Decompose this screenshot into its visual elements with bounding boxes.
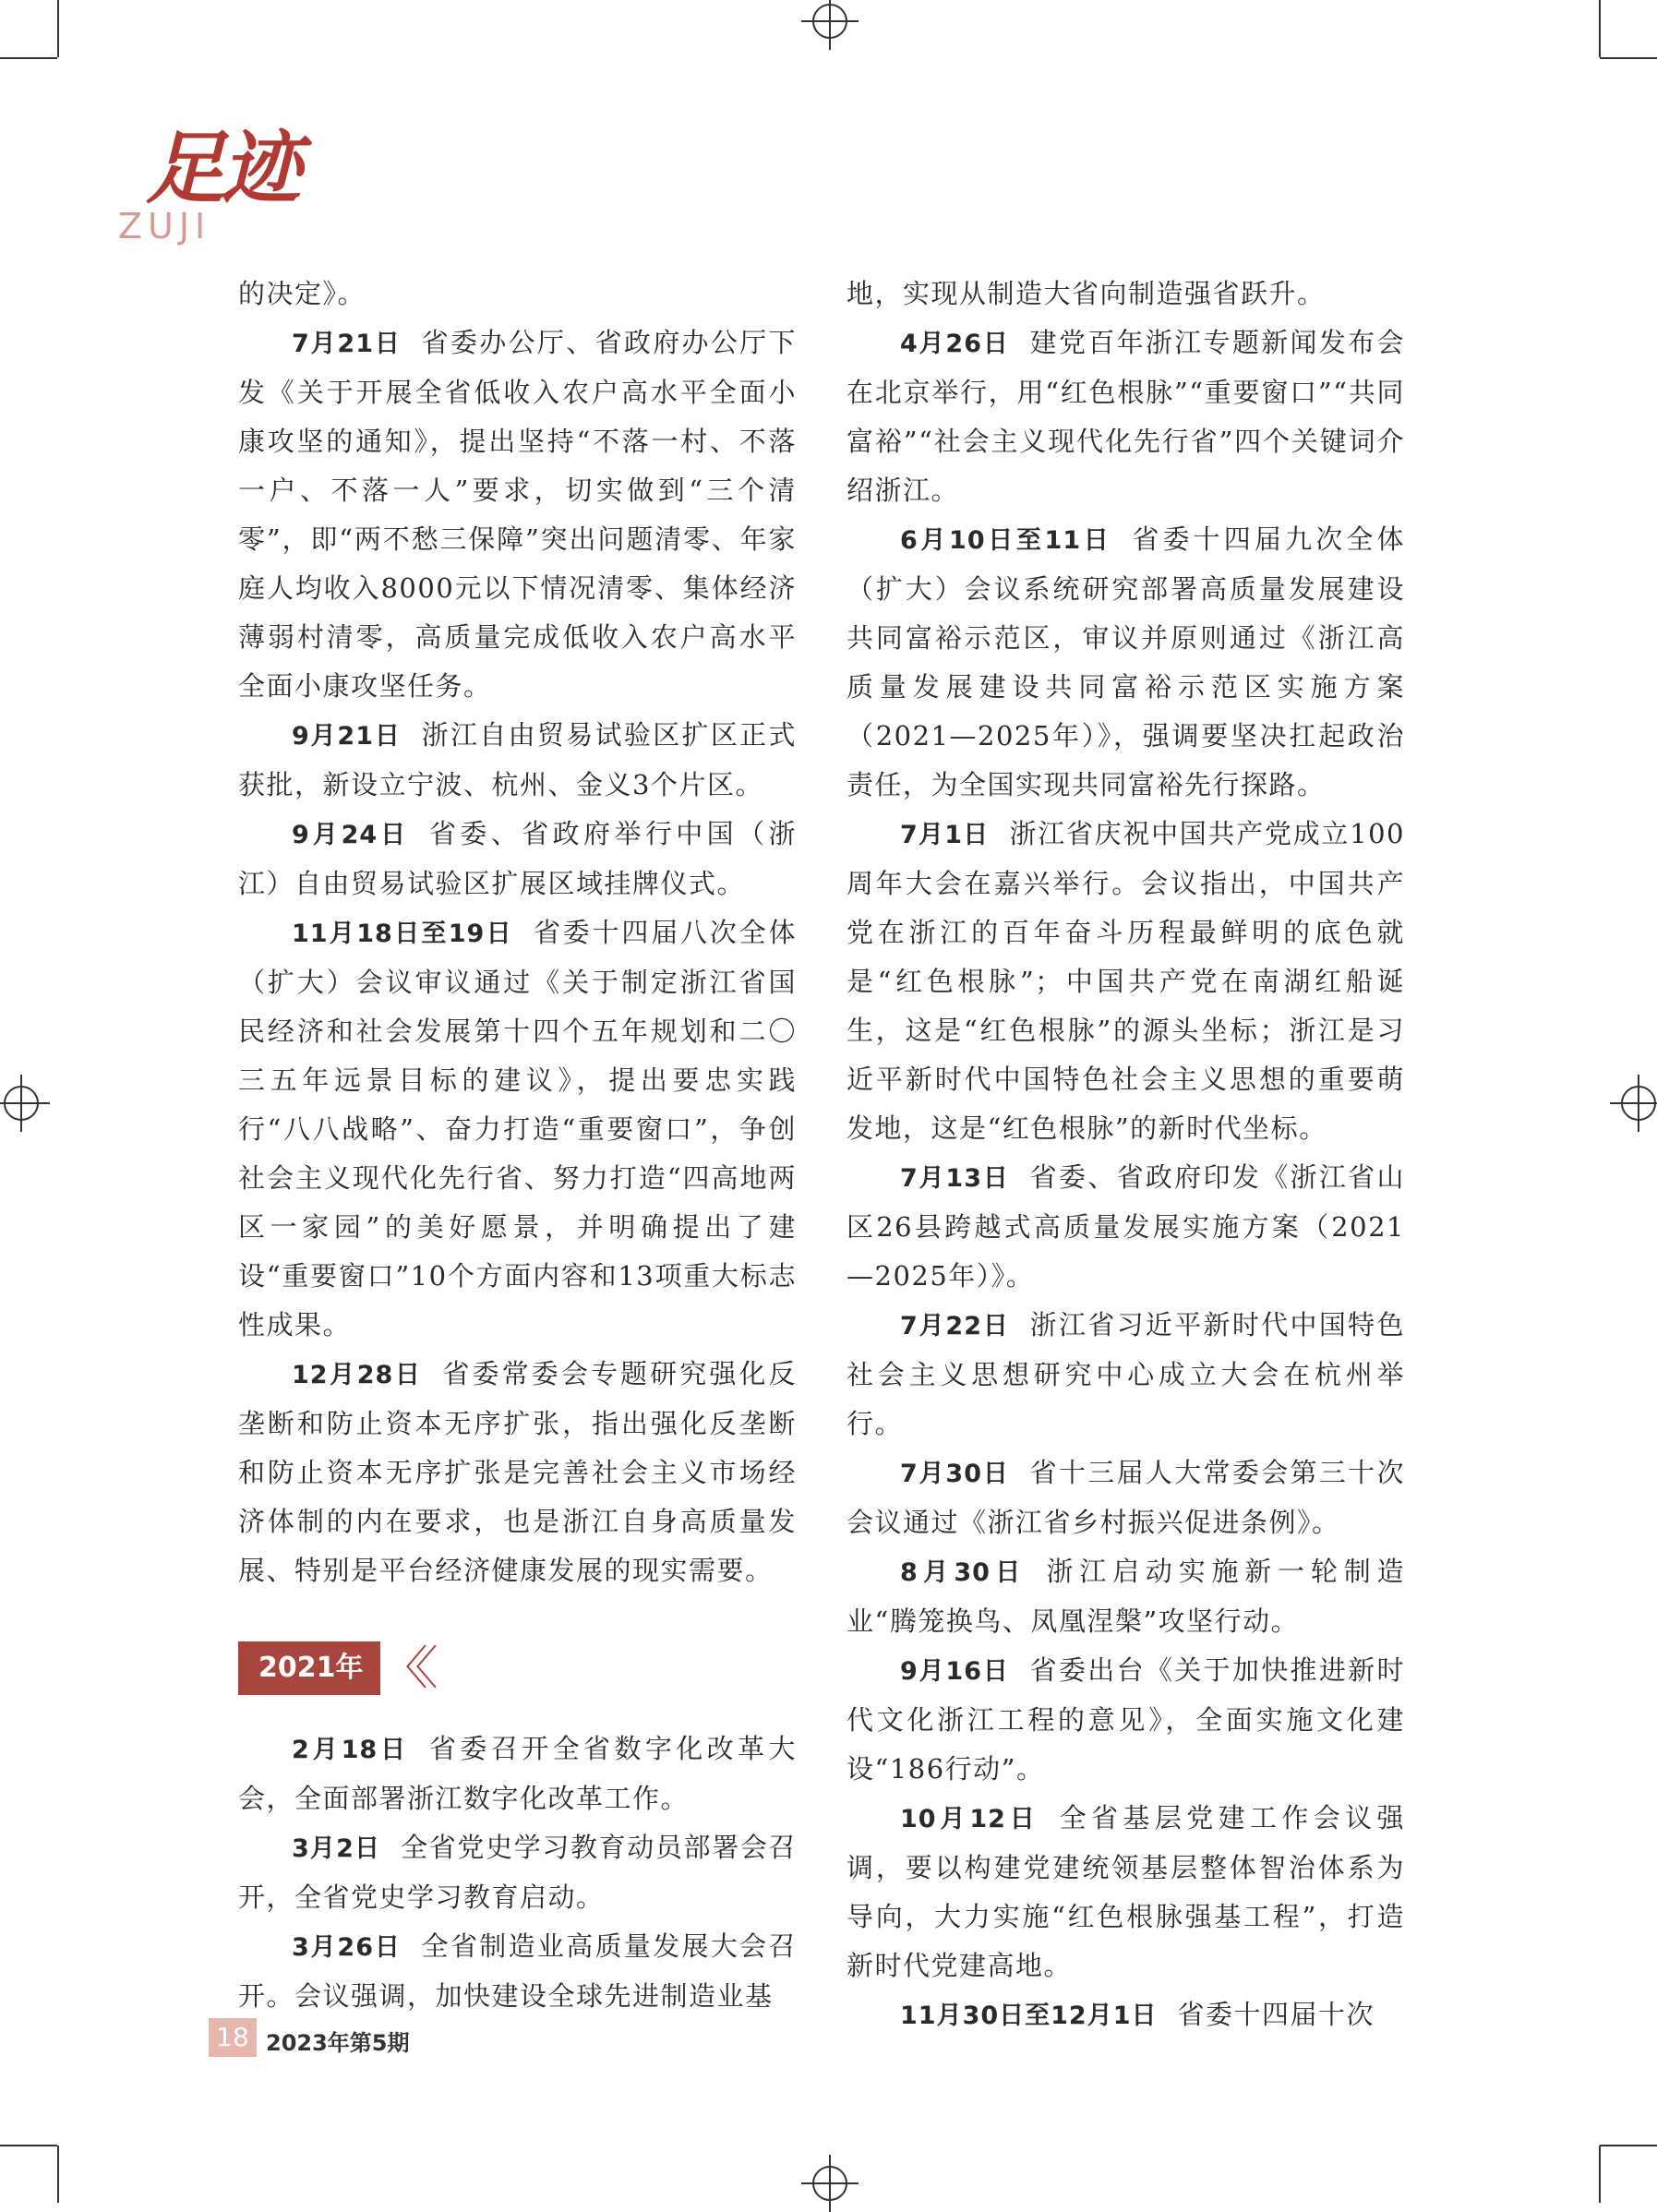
entry-date: 7月1日 bbox=[900, 821, 990, 849]
entry-text: 省委召开全省数字化改革大会，全面部署浙江数字化改革工作。 bbox=[238, 1733, 797, 1814]
issue-label: 2023年第5期 bbox=[266, 2030, 410, 2056]
entry-text: 省委、省政府印发《浙江省山区26县跨越式高质量发展实施方案（2021—2025年）》。 bbox=[847, 1161, 1405, 1292]
entry-text: 全省党史学习教育动员部署会召开，全省党史学习教育启动。 bbox=[238, 1832, 797, 1913]
chronology-entry bbox=[238, 319, 797, 711]
year-label: 2021年 bbox=[238, 1641, 380, 1695]
crop-mark bbox=[1600, 57, 1657, 59]
left-column bbox=[238, 270, 797, 2021]
chronology-entry bbox=[847, 1547, 1405, 1646]
chronology-entry bbox=[238, 711, 797, 810]
entry-date: 7月30日 bbox=[900, 1460, 1010, 1488]
entry-date: 8月30日 bbox=[900, 1558, 1027, 1587]
entry-date: 11月18日至19日 bbox=[292, 920, 513, 948]
entry-text: 浙江省庆祝中国共产党成立100周年大会在嘉兴举行。会议指出，中国共产党在浙江的百年奋斗历程最鲜明的底色就是“红色根脉”；中国共产党在南湖红船诞生，这是“红色根脉”的源头坐标；浙江是习近平新时代中国特色社会主义思想的重要萌发地，这是“红色根脉”的新时代坐标。 bbox=[847, 818, 1405, 1144]
left-entries-2021 bbox=[238, 1725, 797, 2021]
entry-date: 3月2日 bbox=[292, 1834, 381, 1863]
chronology-entry bbox=[847, 515, 1405, 810]
crop-mark bbox=[1600, 2145, 1657, 2146]
right-column bbox=[847, 270, 1405, 2040]
chronology-entry bbox=[238, 1350, 797, 1595]
chronology-entry bbox=[238, 1922, 797, 2021]
section-logo-pinyin: ZUJI bbox=[118, 206, 211, 246]
chronology-entry bbox=[847, 1449, 1405, 1547]
right-entries bbox=[847, 270, 1405, 2040]
registration-mark-top bbox=[812, 4, 847, 39]
entry-date: 2月18日 bbox=[292, 1736, 409, 1764]
entry-text: 省委常委会专题研究强化反垄断和防止资本无序扩张，指出强化反垄断和防止资本无序扩张是完善社会主义市场经济体制的内在要求，也是浙江自身高质量发展、特别是平台经济健康发展的现实需要。 bbox=[238, 1358, 797, 1586]
entry-date: 7月22日 bbox=[900, 1312, 1010, 1340]
entry-text: 浙江启动实施新一轮制造业“腾笼换鸟、凤凰涅槃”攻坚行动。 bbox=[847, 1556, 1405, 1637]
entry-text: 全省制造业高质量发展大会召开。会议强调，加快建设全球先进制造业基 bbox=[238, 1930, 797, 2012]
left-entries bbox=[238, 270, 797, 1595]
entry-date: 3月26日 bbox=[292, 1933, 402, 1962]
entry-date: 10月12日 bbox=[900, 1805, 1039, 1833]
page-number: 18 bbox=[209, 2018, 257, 2057]
chronology-entry bbox=[238, 270, 797, 319]
entry-date: 9月16日 bbox=[900, 1657, 1010, 1686]
crop-mark bbox=[1599, 0, 1601, 57]
chronology-entry bbox=[238, 810, 797, 908]
entry-date: 7月21日 bbox=[292, 330, 402, 358]
entry-text: 省委十四届十次 bbox=[1177, 1999, 1375, 2030]
chronology-entry bbox=[847, 1153, 1405, 1301]
entry-date: 6月10日至11日 bbox=[900, 526, 1112, 555]
chronology-entry bbox=[847, 319, 1405, 515]
entry-date: 12月28日 bbox=[292, 1361, 423, 1389]
chronology-entry bbox=[847, 1646, 1405, 1794]
entry-date: 7月13日 bbox=[900, 1164, 1010, 1193]
chronology-entry bbox=[847, 1990, 1405, 2040]
registration-mark-left bbox=[4, 1086, 39, 1121]
chronology-entry bbox=[847, 1301, 1405, 1449]
chronology-entry bbox=[238, 1823, 797, 1922]
entry-date: 9月21日 bbox=[292, 722, 402, 751]
entry-text: 建党百年浙江专题新闻发布会在北京举行，用“红色根脉”“重要窗口”“共同富裕”“社会主义现代化先行省”四个关键词介绍浙江。 bbox=[847, 327, 1405, 506]
registration-mark-bottom bbox=[812, 2166, 847, 2201]
section-logo: 足迹 bbox=[146, 122, 297, 215]
entry-text: 省委办公厅、省政府办公厅下发《关于开展全省低收入农户高水平全面小康攻坚的通知》，提出坚持“不落一村、不落一户、不落一人”要求，切实做到“三个清零”，即“两不愁三保障”突出问题清零、年家庭人均收入8000元以下情况清零、集体经济薄弱村清零，高质量完成低收入农户高水平全面小康攻坚任务。 bbox=[238, 327, 797, 702]
crop-mark bbox=[0, 57, 57, 59]
entry-text: 浙江省习近平新时代中国特色社会主义思想研究中心成立大会在杭州举行。 bbox=[847, 1309, 1405, 1439]
crop-mark bbox=[57, 0, 59, 57]
entry-text: 浙江自由贸易试验区扩区正式获批，新设立宁波、杭州、金义3个片区。 bbox=[238, 719, 797, 800]
chronology-entry bbox=[238, 1725, 797, 1823]
entry-text: 省委十四届八次全体（扩大）会议审议通过《关于制定浙江省国民经济和社会发展第十四个五年规划和二〇三五年远景目标的建议》，提出要忠实践行“八八战略”、奋力打造“重要窗口”，争创社会主义现代化先行省、努力打造“四高地两区一家园”的美好愿景，并明确提出了建设“重要窗口”10个方面内容和13项重大标志性成果。 bbox=[238, 917, 797, 1340]
entry-text: 省委、省政府举行中国（浙江）自由贸易试验区扩展区域挂牌仪式。 bbox=[238, 818, 797, 899]
entry-text: 的决定》。 bbox=[238, 278, 366, 309]
crop-mark bbox=[57, 2146, 59, 2203]
chronology-entry bbox=[847, 810, 1405, 1153]
entry-text: 全省基层党建工作会议强调，要以构建党建统领基层整体智治体系为导向，大力实施“红色根脉强基工程”，打造新时代党建高地。 bbox=[847, 1802, 1405, 1981]
double-chevron-left-icon: 〈〈 bbox=[381, 1641, 426, 1695]
crop-mark bbox=[1599, 2146, 1601, 2203]
entry-text: 省委十四届九次全体（扩大）会议系统研究部署高质量发展建设共同富裕示范区，审议并原则通过《浙江高质量发展建设共同富裕示范区实施方案（2021—2025年）》，强调要坚决扛起政治责任，为全国实现共同富裕先行探路。 bbox=[847, 523, 1405, 800]
entry-text: 省委出台《关于加快推进新时代文化浙江工程的意见》，全面实施文化建设“186行动”。 bbox=[847, 1654, 1405, 1785]
entry-text: 省十三届人大常委会第三十次会议通过《浙江省乡村振兴促进条例》。 bbox=[847, 1457, 1405, 1538]
entry-date: 4月26日 bbox=[900, 330, 1010, 358]
chronology-entry bbox=[847, 1794, 1405, 1990]
entry-text: 地，实现从制造大省向制造强省跃升。 bbox=[847, 278, 1326, 309]
chronology-entry bbox=[238, 908, 797, 1350]
crop-mark bbox=[0, 2145, 57, 2146]
registration-mark-right bbox=[1621, 1086, 1656, 1121]
entry-date: 11月30日至12月1日 bbox=[900, 2002, 1158, 2030]
entry-date: 9月24日 bbox=[292, 821, 409, 849]
year-banner bbox=[238, 1641, 797, 1695]
chronology-entry bbox=[847, 270, 1405, 319]
